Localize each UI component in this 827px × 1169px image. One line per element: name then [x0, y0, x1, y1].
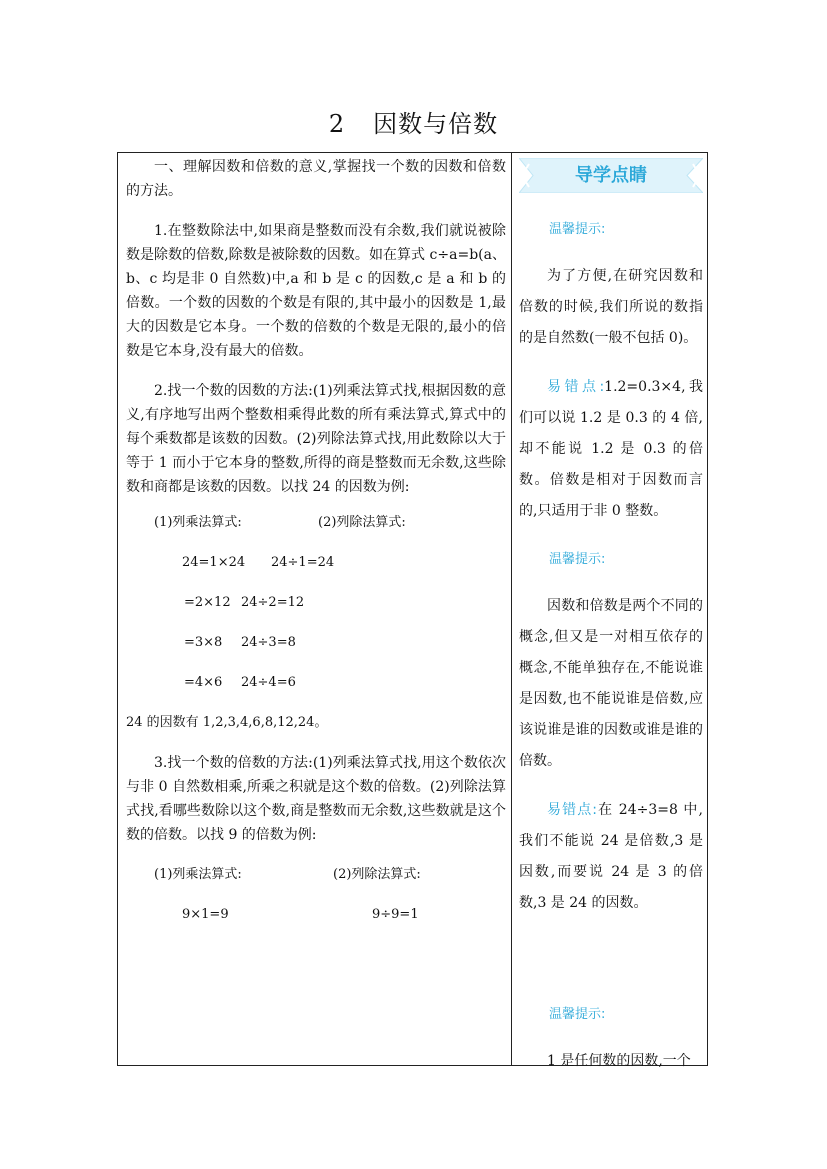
column-divider — [511, 153, 512, 1065]
error-label: 易错点: — [547, 379, 605, 395]
page-title — [0, 104, 827, 139]
error-label: 易错点: — [547, 802, 598, 818]
content-table — [117, 152, 708, 1069]
method-mul-label: (1)列乘法算式: — [154, 515, 242, 530]
mul-formula: =3×8 — [184, 635, 223, 650]
tip-text: 因数和倍数是两个不同的概念,但又是一对相互依存的概念,不能单独存在,不能说谁是因数,也不能说谁是倍数,应该说谁是谁的因数或谁是谁的倍数。 — [519, 598, 703, 769]
method-div-label: (2)列除法算式: — [318, 515, 406, 530]
mul-formula: =2×12 — [184, 595, 231, 610]
tip-label: 温馨提示: — [549, 552, 606, 567]
error-text: 在 24÷3=8 中,我们不能说 24 是倍数,3 是因数,而要说 24 是 3 的倍数,3 是 24 的因数。 — [519, 802, 703, 911]
div-formula: 24÷1=24 — [271, 555, 335, 570]
section-number: 2 — [328, 110, 346, 138]
method-header-row-2 — [126, 855, 506, 895]
div-formula: 24÷4=6 — [241, 675, 296, 690]
banner-title: 导学点睛 — [575, 165, 647, 186]
method-header-row — [126, 503, 506, 543]
method-mul-label-2: (1)列乘法算式: — [154, 867, 242, 882]
guide-banner — [519, 158, 703, 193]
point3-paragraph: 3.找一个数的倍数的方法:(1)列乘法算式找,用这个数依次与非 0 自然数相乘,所乘之积就是这个数的倍数。(2)列除法算式找,看哪些数除以这个数,商是整数而无余数,这些数就是这个数的倍数。以找 9 的倍数为例: — [126, 755, 506, 843]
formula-row — [126, 663, 506, 703]
main-column — [126, 155, 506, 935]
tip-text: 为了方便,在研究因数和倍数的时候,我们所说的数指的是自然数(一般不包括 0)。 — [519, 268, 703, 346]
div-formula: 9÷9=1 — [372, 907, 419, 922]
error-point — [519, 372, 703, 527]
div-formula: 24÷3=8 — [241, 635, 296, 650]
mul-formula: 24=1×24 — [182, 555, 246, 570]
point1-paragraph: 1.在整数除法中,如果商是整数而没有余数,我们就说被除数是除数的倍数,除数是被除数的因数。如在算式 c÷a=b(a、b、c 均是非 0 自然数)中,a 和 b 是 c 的因数,c 是 a 和 b 的倍数。一个数的因数的个数是有限的,其中最小的因数是 1,最大的因数是它本身。一个数的倍数的个数是无限的,最小的倍数是它本身,没有最大的倍数。 — [126, 223, 506, 359]
point2-paragraph: 2.找一个数的因数的方法:(1)列乘法算式找,根据因数的意义,有序地写出两个整数相乘得此数的所有乘法算式,算式中的每个乘数都是该数的因数。(2)列除法算式找,用此数除以大于等于 1 而小于它本身的整数,所得的商是整数而无余数,这些除数和商都是该数的因数。以找 24 的因数为例: — [126, 383, 506, 495]
formula-row — [126, 583, 506, 623]
factors24-result: 24 的因数有 1,2,3,4,6,8,12,24。 — [126, 715, 328, 730]
tip-text: 1 是任何数的因数,一个 — [547, 1053, 691, 1069]
sidebar-column — [519, 153, 703, 1077]
factors-result-row — [126, 703, 506, 743]
section-title: 因数与倍数 — [373, 110, 499, 138]
objective-paragraph: 一、理解因数和倍数的意义,掌握找一个数的因数和倍数的方法。 — [126, 159, 506, 199]
tip-label: 温馨提示: — [549, 1007, 606, 1022]
method-div-label-2: (2)列除法算式: — [333, 867, 421, 882]
div-formula: 24÷2=12 — [241, 595, 305, 610]
formula-row — [126, 543, 506, 583]
mul-formula: 9×1=9 — [182, 907, 229, 922]
formula-row — [126, 623, 506, 663]
error-point — [519, 795, 703, 919]
mul-formula: =4×6 — [184, 675, 223, 690]
tip-label: 温馨提示: — [549, 222, 606, 237]
error-text: 1.2=0.3×4,我们可以说 1.2 是 0.3 的 4 倍,却不能说 1.2 是 0.3 的倍数。倍数是相对于因数而言的,只适用于非 0 整数。 — [519, 379, 703, 519]
formula-row — [126, 895, 506, 935]
